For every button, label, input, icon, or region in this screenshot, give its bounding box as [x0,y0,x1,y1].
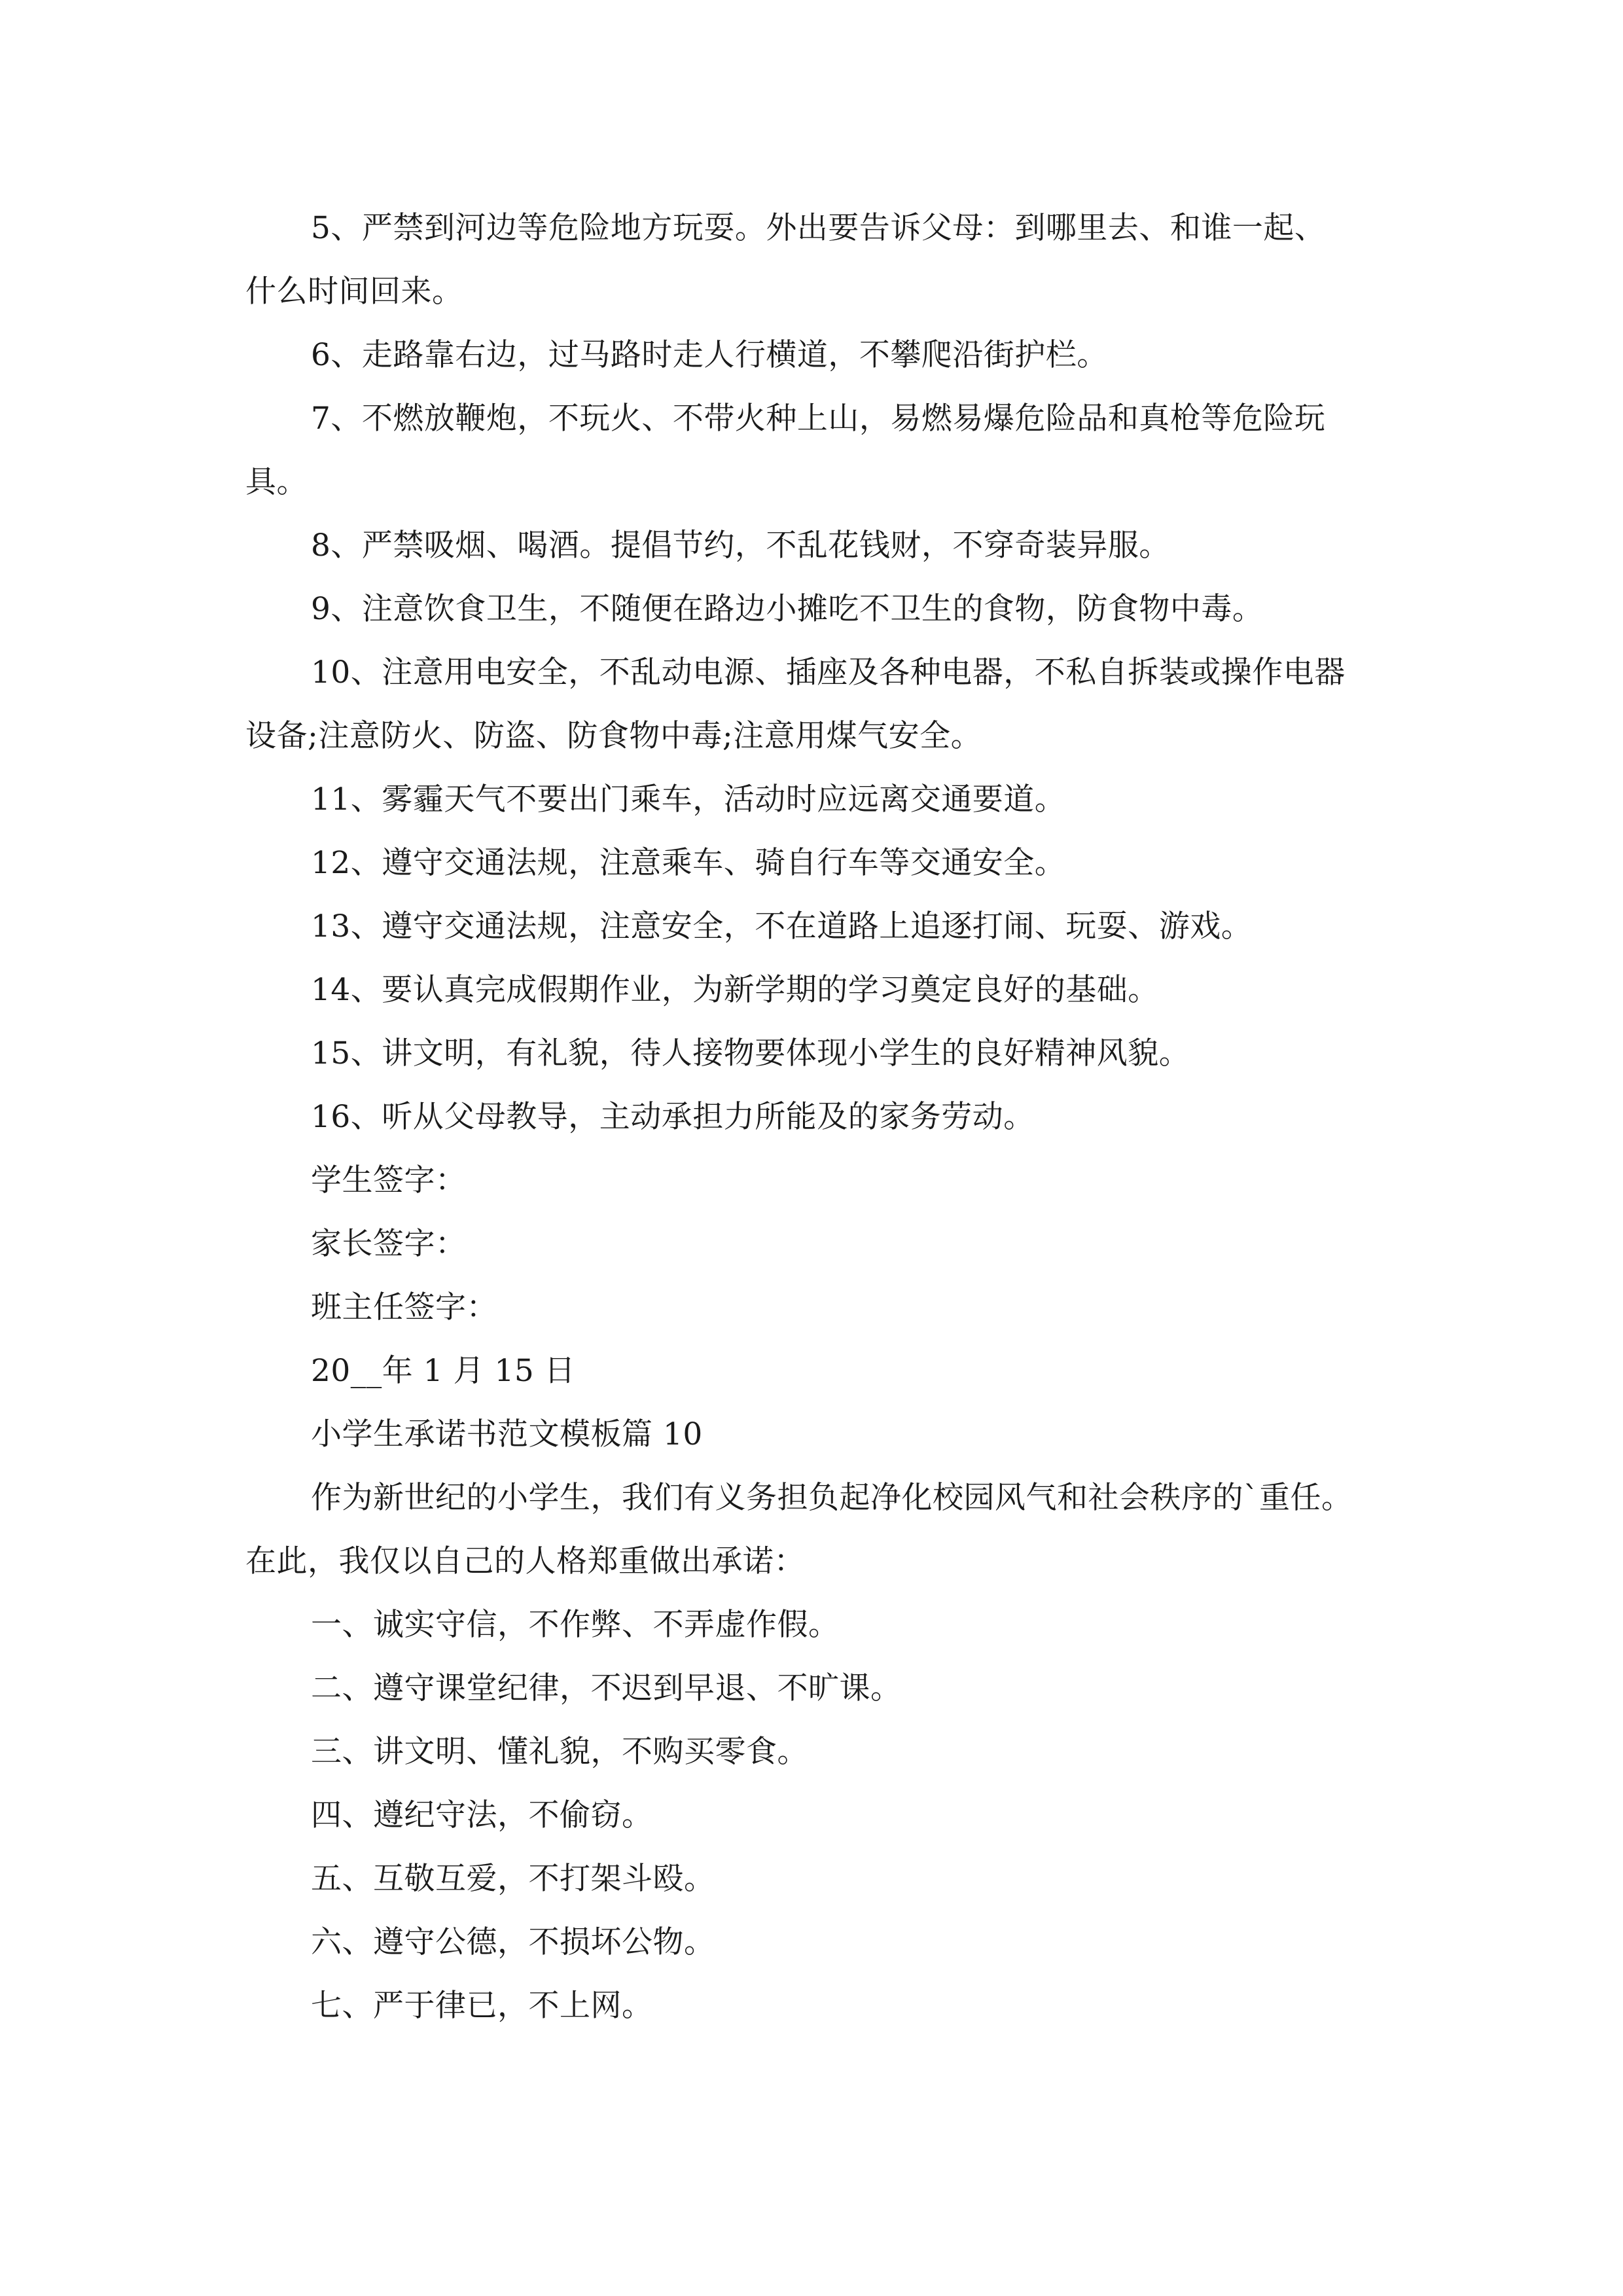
text-line: 9、注意饮食卫生，不随便在路边小摊吃不卫生的食物，防食物中毒。 [311,591,1264,627]
text-line: 5、严禁到河边等危险地方玩耍。外出要告诉父母：到哪里去、和谁一起、 [311,210,1326,246]
text-line: 15、讲文明，有礼貌，待人接物要体现小学生的良好精神风貌。 [311,1035,1190,1071]
text-line: 13、遵守交通法规，注意安全，不在道路上追逐打闹、玩耍、游戏。 [311,908,1253,944]
text-line: 6、走路靠右边，过马路时走人行横道，不攀爬沿街护栏。 [311,337,1108,373]
section-title: 小学生承诺书范文模板篇 10 [311,1416,703,1452]
document-body [245,196,1414,2037]
text-line: 10、注意用电安全，不乱动电源、插座及各种电器，不私自拆装或操作电器 [311,655,1346,691]
promise-item: 一、诚实守信，不作弊、不弄虚作假。 [311,1607,840,1643]
text-line: 12、遵守交通法规，注意乘车、骑自行车等交通安全。 [311,845,1066,881]
signature-line-parent: 家长签字： [311,1226,467,1262]
promise-item: 二、遵守课堂纪律，不迟到早退、不旷课。 [311,1670,902,1706]
promise-item: 六、遵守公德，不损坏公物。 [311,1924,715,1960]
promise-item: 五、互敬互爱，不打架斗殴。 [311,1861,715,1897]
text-line: 16、听从父母教导，主动承担力所能及的家务劳动。 [311,1099,1035,1135]
promise-item: 七、严于律已，不上网。 [311,1988,653,2024]
text-line: 设备;注意防火、防盗、防食物中毒;注意用煤气安全。 [245,718,982,754]
signature-line-teacher: 班主任签字： [311,1289,497,1325]
text-line: 8、严禁吸烟、喝酒。提倡节约，不乱花钱财，不穿奇装异服。 [311,528,1170,564]
date-line: 20__年 1 月 15 日 [311,1353,576,1389]
text-line: 7、不燃放鞭炮，不玩火、不带火种上山，易燃易爆危险品和真枪等危险玩 [311,401,1326,437]
text-line: 14、要认真完成假期作业，为新学期的学习奠定良好的基础。 [311,972,1159,1008]
text-line: 什么时间回来。 [245,274,463,310]
text-line: 具。 [245,464,308,500]
promise-item: 四、遵纪守法，不偷窃。 [311,1797,653,1833]
text-line: 作为新世纪的小学生，我们有义务担负起净化校园风气和社会秩序的`重任。 [311,1480,1353,1516]
promise-item: 三、讲文明、懂礼貌，不购买零食。 [311,1734,808,1770]
signature-line-student: 学生签字： [311,1162,467,1198]
text-line: 在此，我仅以自己的人格郑重做出承诺： [245,1543,805,1579]
text-line: 11、雾霾天气不要出门乘车，活动时应远离交通要道。 [311,781,1066,817]
